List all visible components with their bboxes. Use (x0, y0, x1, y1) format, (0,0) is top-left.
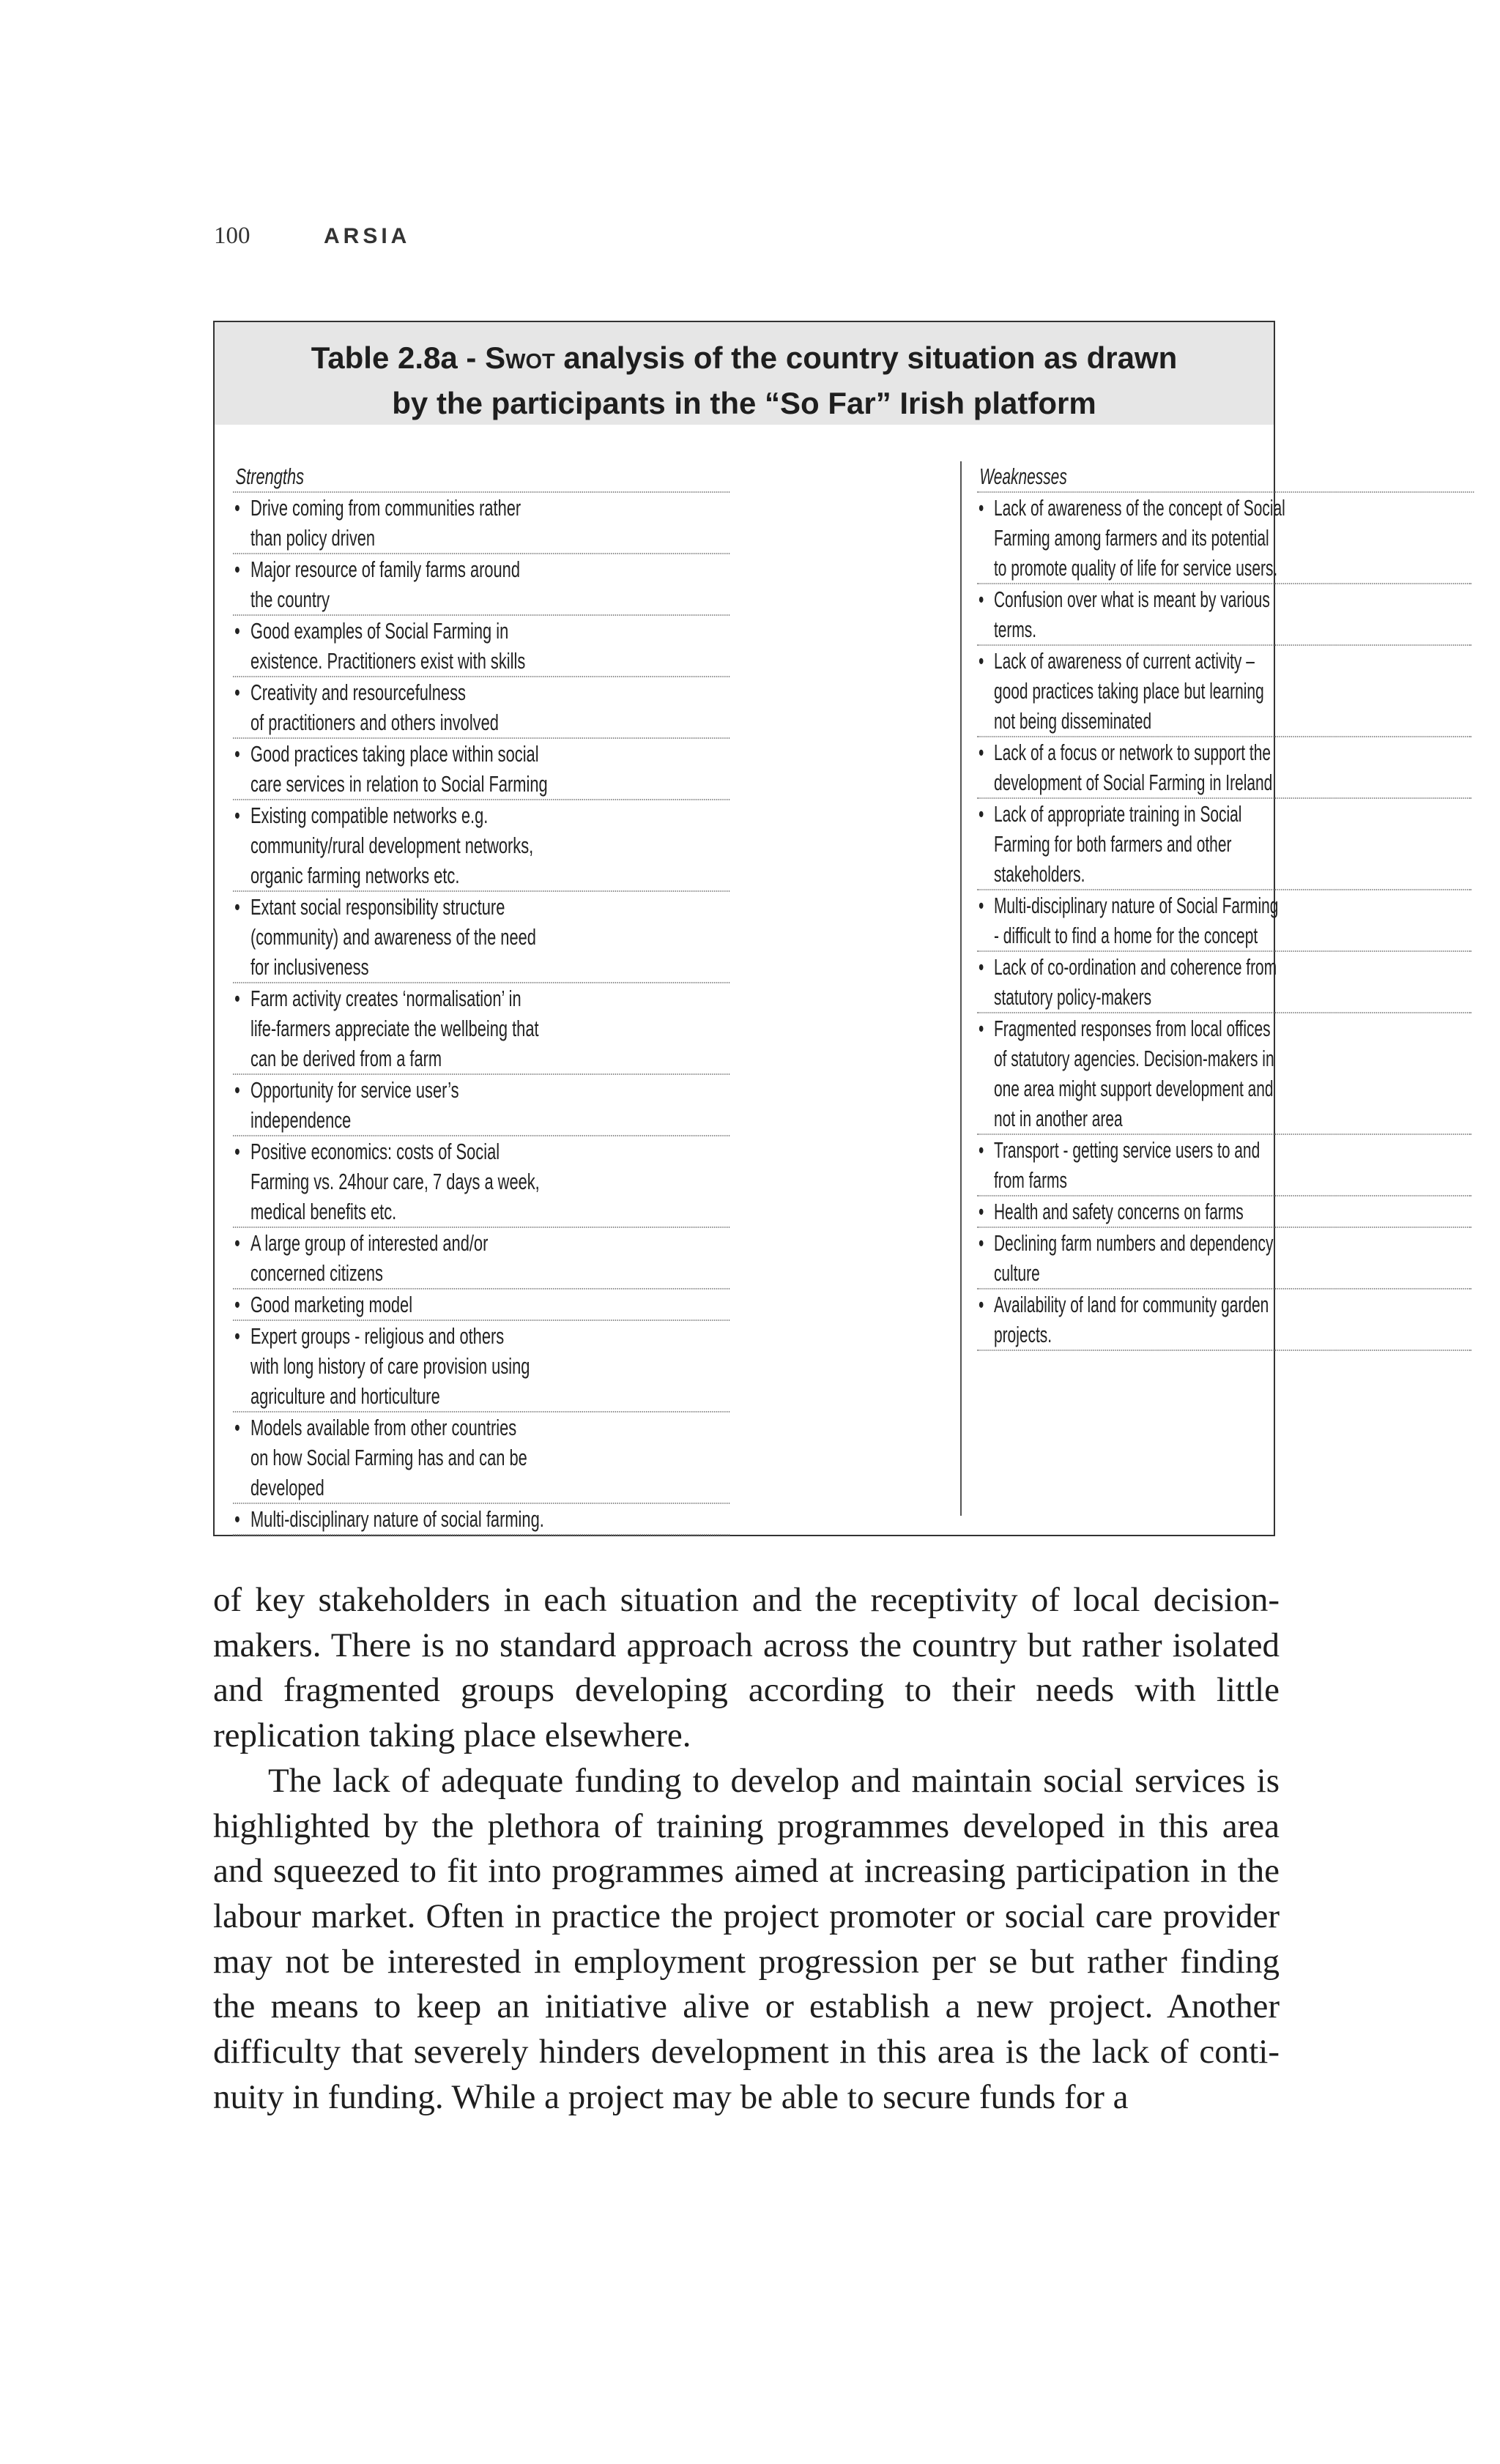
strength-item-line: independence (250, 1107, 352, 1133)
weakness-item-line: not in another area (993, 1106, 1123, 1131)
weakness-item-line: Farming among farmers and its potential (993, 525, 1269, 551)
weakness-item-line: development of Social Farming in Ireland (993, 770, 1273, 795)
strength-item (233, 616, 729, 677)
strength-item (233, 739, 729, 800)
bullet-icon: • (234, 618, 240, 644)
table-title-line-1 (215, 335, 1274, 381)
bullet-icon: • (979, 1230, 984, 1256)
bullet-icon: • (234, 1077, 240, 1103)
strength-item-line: Extant social responsibility structure (250, 894, 505, 920)
bullet-icon: • (234, 894, 240, 920)
weakness-item (977, 737, 1471, 799)
strength-item (233, 1321, 729, 1412)
strength-item (233, 1228, 729, 1289)
table-title-prefix: Table 2.8a - (311, 340, 486, 375)
running-head: ARSIA (324, 224, 411, 248)
strength-item-line: Creativity and resourcefulness (250, 680, 466, 705)
bullet-icon: • (979, 495, 984, 521)
column-divider (960, 461, 962, 1516)
weakness-item-line: terms. (993, 617, 1037, 642)
weakness-item-line: Health and safety concerns on farms (993, 1199, 1244, 1224)
weakness-item-line: projects. (993, 1322, 1052, 1347)
weakness-item-line: to promote quality of life for service users. (993, 555, 1278, 581)
page-header (214, 223, 410, 250)
strengths-list (233, 493, 729, 1536)
bullet-icon: • (979, 1199, 984, 1224)
weakness-item-line: Multi-disciplinary nature of Social Farming (993, 893, 1279, 918)
strength-item-line: Good practices taking place within social (250, 741, 539, 767)
bullet-icon: • (234, 557, 240, 582)
strength-item-line: medical benefits etc. (250, 1199, 397, 1224)
strength-item-line: Models available from other countries (250, 1415, 517, 1440)
bullet-icon: • (234, 680, 240, 705)
weakness-item-line: Declining farm numbers and dependency (993, 1230, 1274, 1256)
weakness-item-line: of statutory agencies. Decision-makers in (993, 1046, 1274, 1071)
strength-item (233, 983, 729, 1075)
strength-item (233, 1075, 729, 1136)
weaknesses-heading: Weaknesses (977, 461, 1474, 493)
weakness-item-line: Farming for both farmers and other (993, 831, 1232, 857)
strength-item-line: can be derived from a farm (250, 1046, 442, 1071)
weakness-item-line: from farms (993, 1167, 1067, 1193)
weakness-item (977, 1013, 1471, 1135)
strength-item-line: Positive economics: costs of Social (250, 1139, 500, 1164)
weakness-item (977, 646, 1471, 737)
weakness-item (977, 584, 1471, 646)
weakness-item-line: statutory policy-makers (993, 984, 1152, 1010)
weakness-item (977, 890, 1471, 952)
strength-item-line: community/rural development networks, (250, 833, 534, 858)
weakness-item-line: Lack of co-ordination and coherence from (993, 954, 1277, 980)
weakness-item-line: good practices taking place but learning (993, 678, 1264, 704)
weakness-item-line: - difficult to find a home for the concept (993, 923, 1258, 948)
strengths-heading: Strengths (233, 461, 729, 493)
strength-item-line: concerned citizens (250, 1260, 383, 1286)
strength-item (233, 1136, 729, 1228)
bullet-icon: • (234, 986, 240, 1011)
weakness-item (977, 952, 1471, 1013)
strength-item (233, 554, 729, 616)
weakness-item-line: stakeholders. (993, 861, 1085, 887)
strength-item-line: on how Social Farming has and can be (250, 1445, 527, 1470)
bullet-icon: • (979, 1292, 984, 1317)
strength-item-line: of practitioners and others involved (250, 710, 499, 735)
strength-item-line: for inclusiveness (250, 954, 369, 980)
strength-item-line: agriculture and horticulture (250, 1383, 440, 1409)
weakness-item-line: Lack of awareness of current activity – (993, 648, 1255, 674)
bullet-icon: • (979, 893, 984, 918)
strength-item-line: Farm activity creates ‘normalisation’ in (250, 986, 521, 1011)
strength-item-line: the country (250, 587, 330, 612)
strength-item-line: (community) and awareness of the need (250, 924, 536, 950)
strength-item-line: organic farming networks etc. (250, 863, 460, 888)
weaknesses-column (977, 461, 1500, 1351)
strength-item-line: A large group of interested and/or (250, 1230, 489, 1256)
strength-item (233, 1504, 729, 1536)
bullet-icon: • (234, 741, 240, 767)
table-title (215, 322, 1274, 425)
strength-item (233, 800, 729, 892)
strength-item-line: Farming vs. 24hour care, 7 days a week, (250, 1169, 540, 1194)
weakness-item-line: Fragmented responses from local offices (993, 1016, 1271, 1041)
weakness-item (977, 1289, 1471, 1351)
strength-item (233, 1289, 729, 1321)
strength-item-line: care services in relation to Social Farming (250, 771, 548, 797)
body-paragraph-1: of key stakeholders in each situation and the receptivity of local decision-makers. There is no standard approach across the country but rather isolated and fragmented groups developing according to their needs with little replication taking place elsewhere. (213, 1581, 1280, 1755)
table-title-line-2: by the participants in the “So Far” Irish platform (392, 386, 1096, 420)
strength-item (233, 1412, 729, 1504)
strength-item-line: Existing compatible networks e.g. (250, 803, 489, 828)
bullet-icon: • (234, 1292, 240, 1317)
table-title-suffix: analysis of the country situation as drawn (554, 340, 1178, 375)
bullet-icon: • (234, 1506, 240, 1532)
weakness-item (977, 1196, 1471, 1228)
strength-item-line: Good marketing model (250, 1292, 413, 1317)
weakness-item-line: Confusion over what is meant by various (993, 587, 1270, 612)
bullet-icon: • (234, 495, 240, 521)
bullet-icon: • (979, 587, 984, 612)
strength-item-line: Major resource of family farms around (250, 557, 521, 582)
weakness-item (977, 493, 1471, 584)
strength-item-line: Drive coming from communities rather (250, 495, 521, 521)
weakness-item-line: Lack of awareness of the concept of Social (993, 495, 1285, 521)
strength-item-line: than policy driven (250, 525, 376, 551)
weakness-item (977, 1135, 1471, 1196)
strength-item-line: Multi-disciplinary nature of social farming. (250, 1506, 544, 1532)
weakness-item-line: Lack of a focus or network to support the (993, 740, 1271, 765)
swot-table (213, 321, 1285, 1536)
strength-item-line: existence. Practitioners exist with skills (250, 648, 526, 674)
weakness-item-line: Lack of appropriate training in Social (993, 801, 1242, 827)
strength-item-line: with long history of care provision using (250, 1353, 530, 1379)
weaknesses-list (977, 493, 1471, 1351)
body-paragraph-2: The lack of adequate funding to develop and maintain social services is highlighted by the plethora of training programmes developed in this area and squeezed to fit into programmes aimed at increasing participation in the labour market. Often in practice the project promoter or social care provider may not be interested in employment progression per se but rather finding the means to keep an initiative alive or establish a new project. Another difficulty that severely hinders development in this area is the lack of conti-nuity in funding. While a project may be able to secure funds for a (213, 1761, 1280, 2116)
weakness-item (977, 1228, 1471, 1289)
weakness-item-line: one area might support development and (993, 1076, 1274, 1101)
bullet-icon: • (234, 1230, 240, 1256)
bullet-icon: • (234, 1323, 240, 1349)
bullet-icon: • (979, 954, 984, 980)
weakness-item-line: culture (993, 1260, 1040, 1286)
bullet-icon: • (979, 801, 984, 827)
strength-item-line: Good examples of Social Farming in (250, 618, 509, 644)
weakness-item-line: Transport - getting service users to and (993, 1137, 1260, 1163)
bullet-icon: • (979, 740, 984, 765)
body-text (213, 1578, 1280, 2120)
strengths-column (233, 461, 938, 1536)
bullet-icon: • (234, 1415, 240, 1440)
strengths-column-inner (233, 461, 729, 1536)
weakness-item (977, 799, 1471, 890)
weaknesses-column-inner (977, 461, 1471, 1351)
bullet-icon: • (234, 1139, 240, 1164)
strength-item (233, 892, 729, 983)
weakness-item-line: not being disseminated (993, 708, 1152, 734)
bullet-icon: • (979, 1016, 984, 1041)
table-title-swot: Swot (485, 340, 555, 375)
strength-item-line: developed (250, 1475, 324, 1500)
bullet-icon: • (979, 648, 984, 674)
page-number: 100 (214, 223, 250, 249)
strength-item (233, 493, 729, 554)
bullet-icon: • (979, 1137, 984, 1163)
strength-item-line: Expert groups - religious and others (250, 1323, 505, 1349)
strength-item (233, 677, 729, 739)
strength-item-line: life-farmers appreciate the wellbeing that (250, 1016, 539, 1041)
weakness-item-line: Availability of land for community garden (993, 1292, 1269, 1317)
strength-item-line: Opportunity for service user’s (250, 1077, 459, 1103)
bullet-icon: • (234, 803, 240, 828)
